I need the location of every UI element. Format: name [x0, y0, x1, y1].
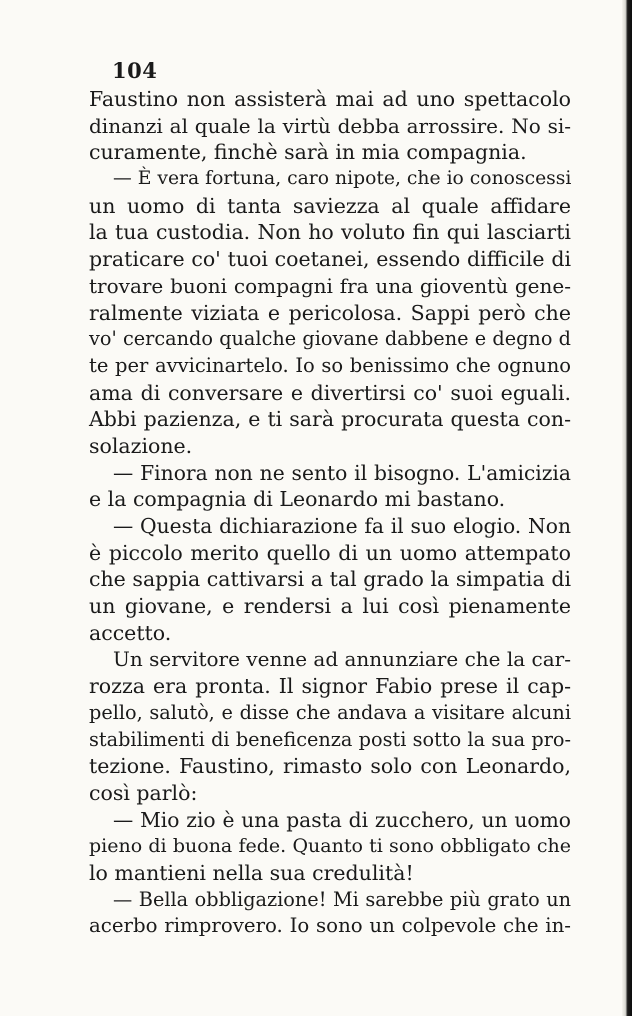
text-line: trovare buoni compagni fra una gioventù gene-	[89, 273, 571, 298]
text-line: — Bella obbligazione! Mi sarebbe più grato un	[113, 887, 571, 911]
text-line: Abbi pazienza, e ti sarà procurata questa con-	[89, 407, 571, 432]
text-line: ralmente viziata e pericolosa. Sappi però che	[89, 300, 571, 325]
text-line: vo' cercando qualche giovane dabbene e degno d	[89, 327, 571, 351]
text-line: Un servitore venne ad annunziare che la car-	[113, 647, 571, 672]
text-line: rozza era pronta. Il signor Fabio prese il cap-	[89, 674, 571, 699]
text-line: stabilimenti di beneficenza posti sotto la sua pro-	[89, 727, 571, 751]
text-line: pieno di buona fede. Quanto ti sono obbligato che	[89, 835, 571, 858]
text-line: te per avvicinartelo. Io so benissimo che ognuno	[89, 353, 571, 377]
text-line: curamente, finchè sarà in mia compagnia.	[89, 140, 527, 165]
text-line: la tua custodia. Non ho voluto fin qui lasciarti	[89, 220, 571, 245]
text-line: un uomo di tanta saviezza al quale affidare	[89, 193, 571, 218]
text-line: praticare co' tuoi coetanei, essendo difficile di	[89, 247, 571, 272]
text-line: ama di conversare e divertirsi co' suoi eguali.	[89, 380, 571, 405]
text-line: — È vera fortuna, caro nipote, che io conoscessi	[113, 168, 572, 190]
text-line: Faustino non assisterà mai ad uno spettacolo	[89, 87, 571, 111]
text-line: è piccolo merito quello di un uomo attempato	[89, 540, 571, 565]
text-line: che sappia cattivarsi a tal grado la simpatia di	[89, 567, 571, 592]
text-line: dinanzi al quale la virtù debba arrossire. No si-	[89, 113, 571, 138]
text-line: accetto.	[89, 620, 172, 645]
text-line: un giovane, e rendersi a lui così pienamente	[89, 594, 571, 619]
text-line: — Mio zio è una pasta di zucchero, un uomo	[113, 807, 571, 832]
text-line: pello, salutò, e disse che andava a visitare alcuni	[89, 700, 571, 724]
page-number: 104	[112, 58, 158, 83]
text-line: e la compagnia di Leonardo mi bastano.	[89, 487, 506, 512]
book-spine-edge	[622, 0, 632, 1016]
text-line: lo mantieni nella sua credulità!	[89, 860, 414, 885]
text-line: — Finora non ne sento il bisogno. L'amicizia	[113, 460, 571, 485]
text-line: acerbo rimprovero. Io sono un colpevole che in-	[89, 914, 571, 938]
text-line: così parlò:	[89, 780, 198, 805]
text-line: solazione.	[89, 433, 193, 458]
text-line: — Questa dichiarazione fa il suo elogio. Non	[113, 514, 571, 538]
text-line: tezione. Faustino, rimasto solo con Leonardo,	[89, 754, 571, 779]
body-text	[89, 86, 571, 940]
